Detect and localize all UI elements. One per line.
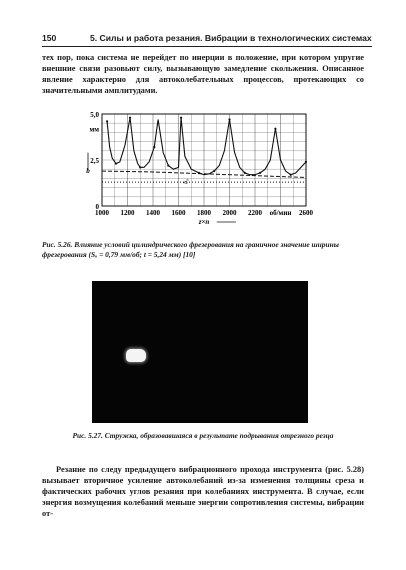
x-tick-label: 1800 — [197, 209, 211, 217]
y-tick-label: 0 — [95, 203, 99, 211]
x-tick-label: 2200 — [248, 209, 262, 217]
y-tick-label: 2,5 — [90, 157, 99, 165]
x-axis-label: z×n — [198, 218, 210, 226]
y-tick-label: мм — [89, 125, 99, 134]
data-point — [153, 146, 155, 148]
x-tick-label: 2600 — [299, 209, 313, 217]
y-tick-label: 5,0 — [90, 111, 99, 119]
caption-label: Рис. 5.26. — [42, 240, 73, 249]
chapter-title: 5. Силы и работа резания. Вибрации в технологических системах — [90, 33, 372, 43]
x-tick-label: об/мин — [269, 209, 292, 217]
data-point — [167, 164, 169, 166]
caption-text: Стружка, образовавшаяся в результате подрывания отрезного резца — [104, 431, 334, 440]
data-point — [259, 172, 261, 174]
data-point — [244, 172, 246, 174]
data-point — [274, 128, 276, 130]
data-point — [290, 174, 292, 176]
chip-image — [126, 349, 146, 362]
x-tick-label: 1200 — [120, 209, 135, 217]
data-point — [305, 161, 307, 163]
x-tick-label: 1400 — [146, 209, 160, 217]
figure-5-26-chart — [78, 108, 338, 228]
caption-text: Влияние условий цилиндрического фрезерования на граничное значение ширины фрезерования (Sₒ = 0,79 мм/об; t = 5,24 мм) [10] — [42, 240, 339, 259]
caption-label: Рис. 5.27. — [72, 431, 103, 440]
figure-caption-5-26 — [42, 240, 364, 260]
data-point — [129, 117, 131, 119]
paragraph-top: тех пор, пока система не перейдет по инерции в положение, при котором упругие внешние связи разовьют силу, вызывающую замедление скольжения. Описанное явление характерно для автоколебательных процессов, протекающих со значительными амплитудами. — [42, 53, 364, 95]
page-number: 150 — [42, 33, 57, 43]
data-point — [228, 118, 230, 120]
figure-caption-5-27 — [62, 431, 344, 441]
x-tick-label: 1600 — [171, 209, 186, 217]
data-point — [180, 117, 182, 119]
data-point — [106, 120, 108, 122]
data-point — [213, 170, 215, 172]
annotation-b0: b₀ — [183, 178, 190, 184]
running-header — [42, 32, 372, 47]
data-point — [115, 163, 117, 165]
y-axis-symbol: b — [86, 166, 90, 175]
x-tick-label: 1000 — [95, 209, 109, 217]
series-solid-line — [107, 118, 306, 175]
paragraph-bottom: Резание по следу предыдущего вибрационного прохода инструмента (рис. 5.28) вызывает вторичное усиление автоколебаний из-за изменения толщины среза и фактических рабочих углов резания при колебаниях инструмента. В случае, если энергия возмущения колебаний меньше энергии сопротивления системы, вибрации от- — [42, 465, 364, 518]
x-tick-label: 2000 — [222, 209, 237, 217]
data-point — [139, 166, 141, 168]
chip-photo — [92, 281, 308, 423]
